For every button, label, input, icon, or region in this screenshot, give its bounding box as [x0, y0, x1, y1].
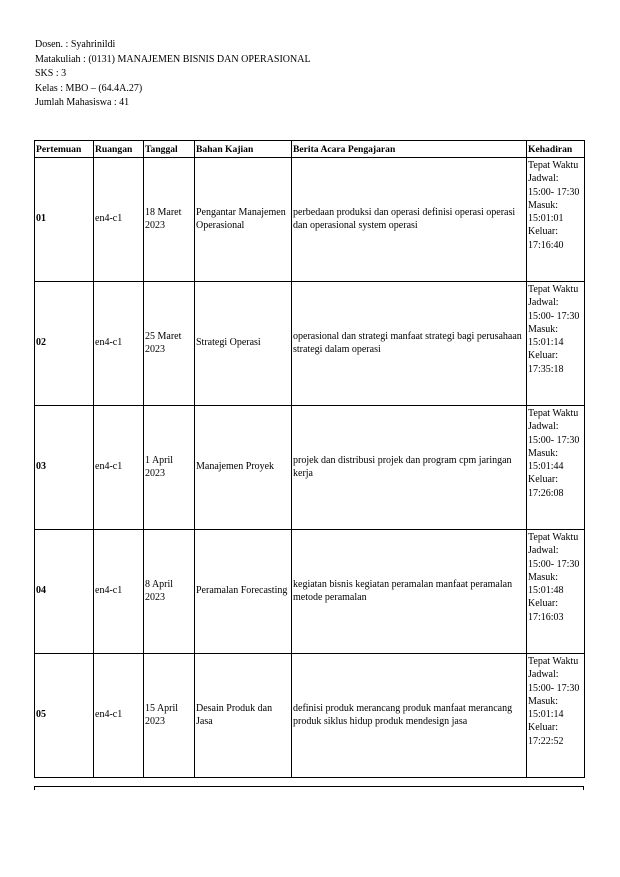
- meeting-number: 04: [35, 530, 94, 654]
- date-cell: 25 Maret 2023: [144, 282, 195, 406]
- date-cell: 18 Maret 2023: [144, 158, 195, 282]
- table-continuation-line: [34, 786, 584, 788]
- date-cell: 1 April 2023: [144, 406, 195, 530]
- lecturer-line: Dosen. : Syahrinildi: [35, 39, 116, 50]
- topic-cell: Peramalan Forecasting: [195, 530, 292, 654]
- class-line: Kelas : MBO – (64.4A.27): [35, 82, 143, 94]
- student-count-line: Jumlah Mahasiswa : 41: [35, 97, 130, 109]
- room-cell: en4-c1: [94, 654, 144, 778]
- table-row: [35, 530, 585, 654]
- date-cell: 15 April 2023: [144, 654, 195, 778]
- course-line: Matakuliah : (0131) MANAJEMEN BISNIS DAN OPERASIONAL: [35, 53, 311, 65]
- meeting-number: 05: [35, 654, 94, 778]
- topic-cell: Pengantar Manajemen Operasional: [195, 158, 292, 282]
- col-header-pertemuan: Pertemuan: [35, 141, 94, 158]
- col-header-ruangan: Ruangan: [94, 141, 144, 158]
- minutes-cell: projek dan distribusi projek dan program cpm jaringan kerja: [292, 406, 527, 530]
- table-row: [35, 654, 585, 778]
- attendance-cell: Tepat Waktu Jadwal: 15:00- 17:30 Masuk: 15:01:01 Keluar: 17:16:40: [527, 158, 585, 282]
- credits-line: SKS : 3: [35, 68, 67, 80]
- col-header-kehadiran: Kehadiran: [527, 141, 585, 158]
- table-row: [35, 282, 585, 406]
- meeting-number: 01: [35, 158, 94, 282]
- topic-cell: Strategi Operasi: [195, 282, 292, 406]
- topic-cell: Desain Produk dan Jasa: [195, 654, 292, 778]
- minutes-cell: perbedaan produksi dan operasi definisi operasi operasi dan operasional system operasi: [292, 158, 527, 282]
- attendance-cell: Tepat Waktu Jadwal: 15:00- 17:30 Masuk: 15:01:14 Keluar: 17:22:52: [527, 654, 585, 778]
- room-cell: en4-c1: [94, 530, 144, 654]
- meeting-number: 03: [35, 406, 94, 530]
- table-row: [35, 158, 585, 282]
- date-cell: 8 April 2023: [144, 530, 195, 654]
- minutes-cell: operasional dan strategi manfaat strategi bagi perusahaan strategi dalam operasi: [292, 282, 527, 406]
- meeting-number: 02: [35, 282, 94, 406]
- attendance-cell: Tepat Waktu Jadwal: 15:00- 17:30 Masuk: 15:01:14 Keluar: 17:35:18: [527, 282, 585, 406]
- col-header-berita-acara: Berita Acara Pengajaran: [292, 141, 527, 158]
- col-header-tanggal: Tanggal: [144, 141, 195, 158]
- col-header-bahan-kajian: Bahan Kajian: [195, 141, 292, 158]
- room-cell: en4-c1: [94, 158, 144, 282]
- table-row: [35, 406, 585, 530]
- minutes-cell: kegiatan bisnis kegiatan peramalan manfaat peramalan metode peramalan: [292, 530, 527, 654]
- attendance-cell: Tepat Waktu Jadwal: 15:00- 17:30 Masuk: 15:01:48 Keluar: 17:16:03: [527, 530, 585, 654]
- course-info: [35, 38, 311, 111]
- attendance-table: [34, 140, 585, 778]
- attendance-cell: Tepat Waktu Jadwal: 15:00- 17:30 Masuk: 15:01:44 Keluar: 17:26:08: [527, 406, 585, 530]
- minutes-cell: definisi produk merancang produk manfaat merancang produk siklus hidup produk mendesign jasa: [292, 654, 527, 778]
- topic-cell: Manajemen Proyek: [195, 406, 292, 530]
- table-header-row: [35, 141, 585, 158]
- room-cell: en4-c1: [94, 282, 144, 406]
- room-cell: en4-c1: [94, 406, 144, 530]
